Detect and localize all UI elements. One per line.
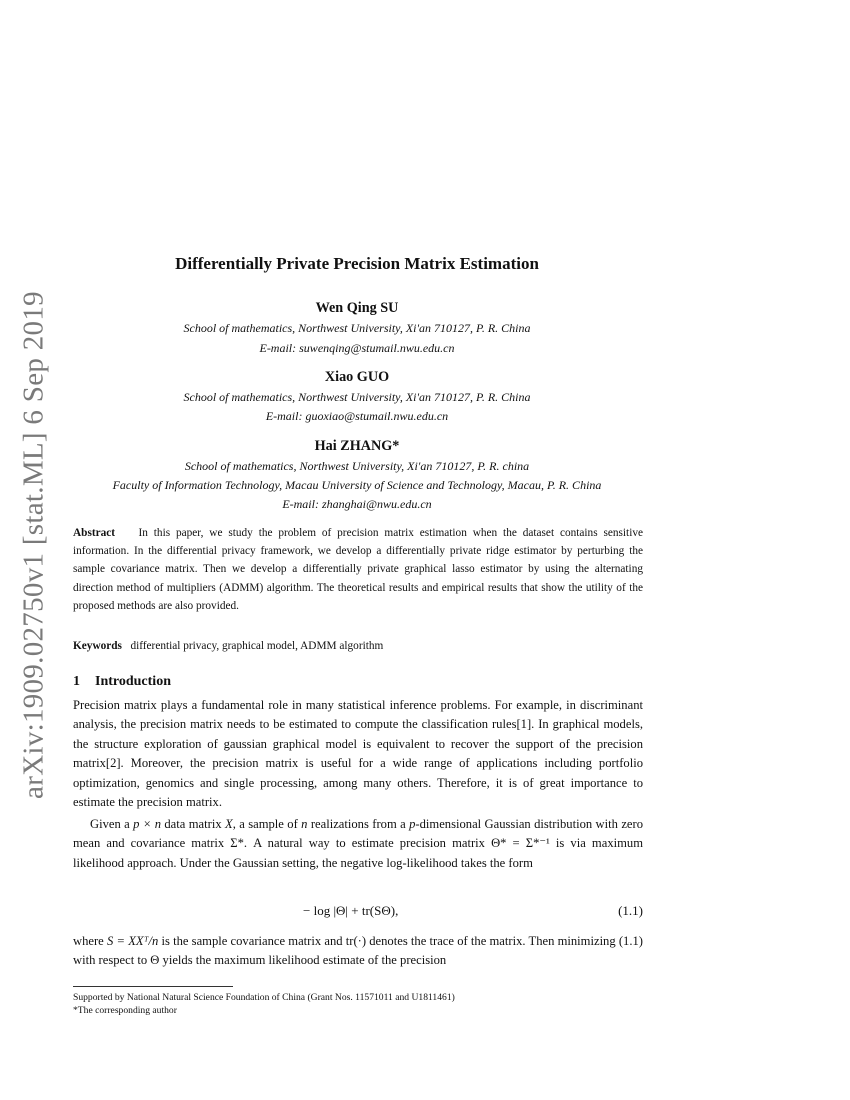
author-name-3: Hai ZHANG* <box>314 438 400 454</box>
intro-paragraph-1: Precision matrix plays a fundamental role in many statistical inference problems. For example, in discriminant analysis, the precision matrix needs to be estimated to compute the classification rules[1]. In graphical models, the structure exploration of gaussian graphical model is equivalent to recover the support of the precision matrix[2]. Moreover, the precision matrix is useful for a wide range of applications including portfolio optimization, genomics and single processing, among many others. Therefore, it is of great importance to estimate the precision matrix. <box>73 698 643 810</box>
equation-text: − log |Θ| + tr(SΘ), <box>303 903 399 918</box>
author-email-line-3 <box>60 497 654 512</box>
math-run: S = XXᵀ/n <box>106 934 159 948</box>
text-run: -dimensional Gaussian distribution with zero mean and covariance matrix Σ*. A natural way to estimate precision matrix Θ* = Σ*⁻¹ is via maximum likelihood approach. Under the Gaussian setting, the negative log-likelihood takes the form <box>73 817 643 870</box>
author-name-1: Wen Qing SU <box>315 300 399 316</box>
math-run: n <box>301 817 308 831</box>
math-run: p × n <box>133 817 161 831</box>
footnote-divider <box>73 986 233 987</box>
abstract-text: In this paper, we study the problem of precision matrix estimation when the dataset contains sensitive information. In the differential privacy framework, we develop a differentially private ridge estimator by perturbing the sample covariance matrix. Then we develop a differentially private graphical lasso estimator by using the alternating direction method of multipliers (ADMM) algorithm. The theoretical results and empirical results that show the utility of the proposed methods are also provided. <box>73 527 643 612</box>
text-run: is the sample covariance matrix and tr(·) denotes the trace of the matrix. Then minimizing (1.1) with respect to Θ yields the maximum likelihood estimate of the precision <box>73 934 643 968</box>
author-affiliation-3a: School of mathematics, Northwest University, Xi'an 710127, P. R. china <box>184 459 530 473</box>
section-heading <box>73 674 171 690</box>
text-run: Given a <box>90 817 134 831</box>
paper-title: Differentially Private Precision Matrix Estimation <box>175 254 539 273</box>
arxiv-identifier-stamp <box>12 291 56 799</box>
email-label: E-mail: <box>259 341 297 355</box>
equation-number: (1.1) <box>618 903 643 918</box>
keywords <box>73 637 643 656</box>
text-run: data matrix <box>161 817 226 831</box>
author-affiliation-1: School of mathematics, Northwest University, Xi'an 710127, P. R. China <box>183 321 531 335</box>
keywords-text: differential privacy, graphical model, ADMM algorithm <box>130 640 384 652</box>
abstract <box>73 524 643 615</box>
arxiv-identifier-text: arXiv:1909.02750v1 [stat.ML] 6 Sep 2019 <box>17 291 50 799</box>
author-email-1[interactable]: suwenqing@stumail.nwu.edu.cn <box>299 341 455 355</box>
text-run: , a sample of <box>232 817 302 831</box>
author-name-2: Xiao GUO <box>324 369 390 385</box>
footnote-funding: Supported by National Natural Science Foundation of China (Grant Nos. 11571011 and U1811461) <box>73 992 455 1003</box>
footnote-corresponding: *The corresponding author <box>73 1005 177 1016</box>
math-run: p <box>409 817 416 831</box>
abstract-label: Abstract <box>73 527 116 539</box>
keywords-label: Keywords <box>73 640 122 652</box>
intro-paragraph-3 <box>73 932 643 971</box>
text-run: realizations from a <box>307 817 410 831</box>
email-label: E-mail: <box>282 497 319 511</box>
author-email-3[interactable]: zhanghai@nwu.edu.cn <box>321 497 432 511</box>
text-run: where <box>73 934 107 948</box>
author-email-line-1 <box>60 341 654 356</box>
author-email-line-2 <box>60 409 654 424</box>
math-run: X <box>225 817 233 831</box>
section-number: 1 <box>73 674 80 689</box>
intro-paragraph-2 <box>73 815 643 873</box>
author-email-2[interactable]: guoxiao@stumail.nwu.edu.cn <box>305 409 449 423</box>
author-affiliation-3b: Faculty of Information Technology, Macau University of Science and Technology, Macau, P. R. China <box>112 478 602 492</box>
section-title: Introduction <box>95 674 171 689</box>
email-label: E-mail: <box>265 409 303 423</box>
author-affiliation-2: School of mathematics, Northwest University, Xi'an 710127, P. R. China <box>183 390 531 404</box>
